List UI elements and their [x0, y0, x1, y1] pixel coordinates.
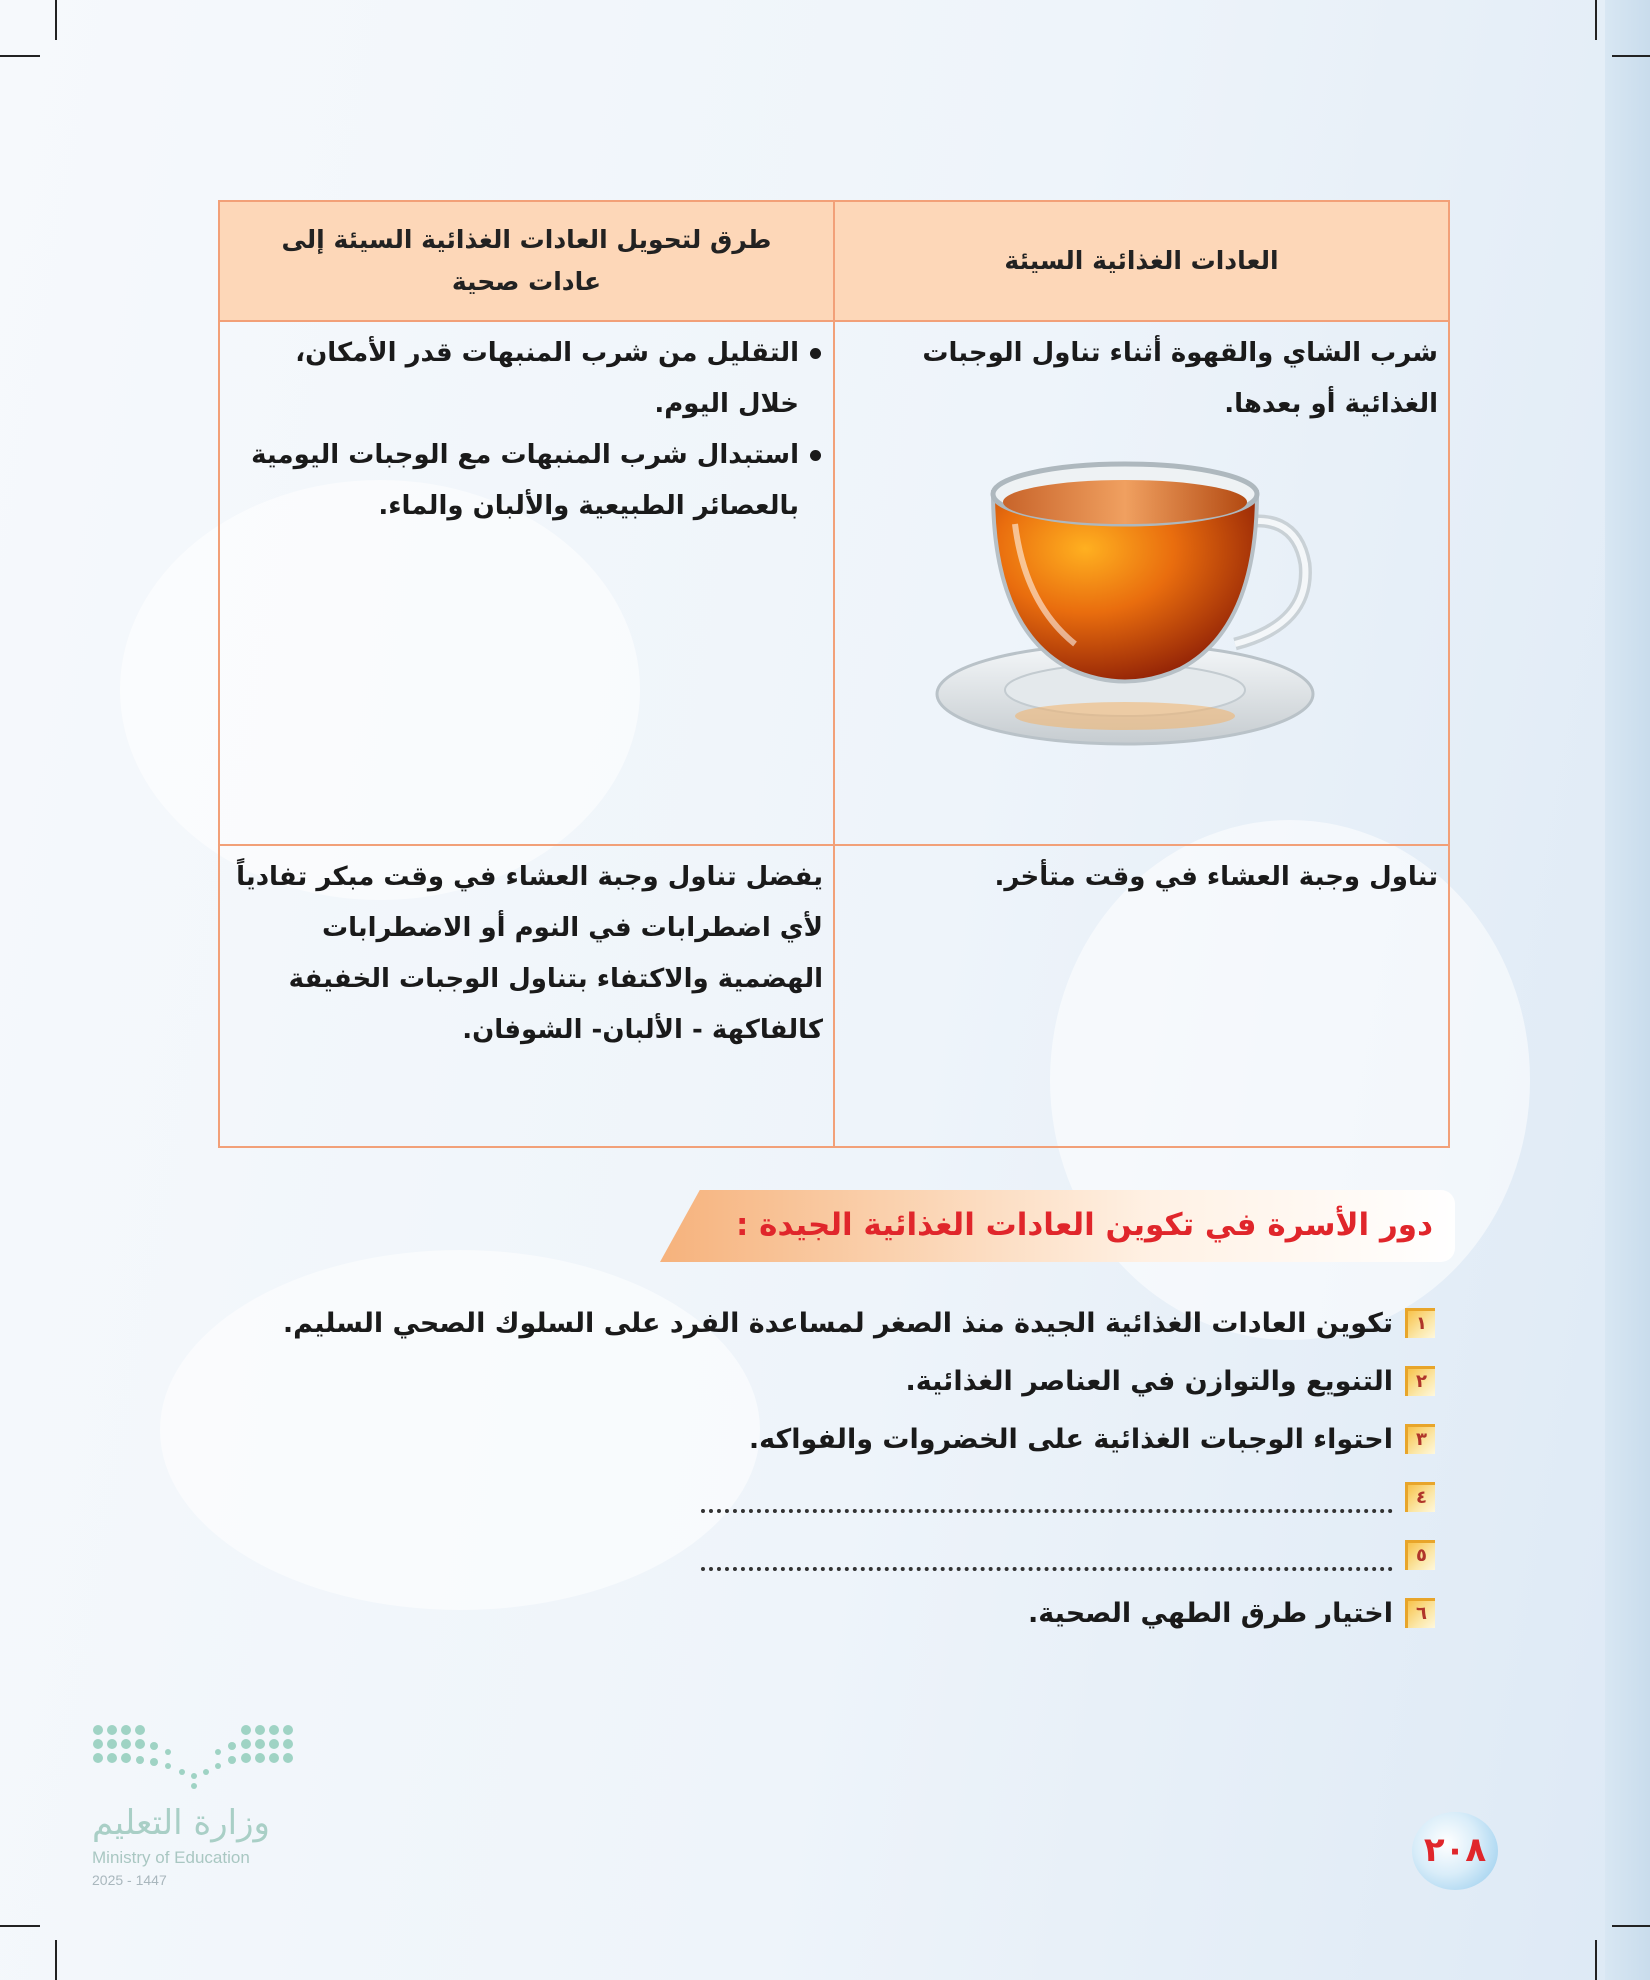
list-item: [235, 1352, 1435, 1410]
list-item: استبدال شرب المنبهات مع الوجبات اليومية بالعصائر الطبيعية والألبان والماء.: [236, 430, 823, 532]
healthy-ways-list: [220, 322, 833, 532]
list-item: [235, 1526, 1435, 1584]
tea-cup-icon: [935, 454, 1335, 774]
table-row: [219, 845, 1449, 1147]
item-text: تكوين العادات الغذائية الجيدة منذ الصغر لمساعدة الفرد على السلوك الصحي السليم.: [282, 1307, 1393, 1339]
crop-mark: [55, 0, 57, 40]
header-healthy-ways: [219, 201, 834, 321]
bad-habit-cell: [834, 321, 1449, 845]
table-row: [219, 321, 1449, 845]
item-number: ٥: [1405, 1540, 1435, 1570]
ministry-name-english: Ministry of Education: [92, 1848, 250, 1867]
list-item: [235, 1410, 1435, 1468]
crop-mark: [55, 1940, 57, 1980]
bad-habit-text: شرب الشاي والقهوة أثناء تناول الوجبات الغذائية أو بعدها.: [922, 338, 1438, 419]
item-number: ٣: [1405, 1424, 1435, 1454]
ministry-logo-icon: [90, 1720, 300, 1800]
crop-mark: [0, 1925, 40, 1927]
list-item: التقليل من شرب المنبهات قدر الأمكان، خلال اليوم.: [236, 328, 823, 430]
ministry-name-arabic: وزارة التعليم: [92, 1803, 270, 1843]
list-item: [235, 1294, 1435, 1352]
item-text: احتواء الوجبات الغذائية على الخضروات والفواكه.: [748, 1423, 1393, 1455]
eating-habits-table: [218, 200, 1450, 1148]
healthy-ways-text: يفضل تناول وجبة العشاء في وقت مبكر تفادياً لأي اضطرابات في النوم أو الاضطرابات الهضمية والاكتفاء بتناول الوجبات الخفيفة كالفاكهة - الألبان- الشوفان.: [236, 862, 823, 1045]
item-text: التنويع والتوازن في العناصر الغذائية.: [905, 1365, 1393, 1397]
item-number: ٦: [1405, 1598, 1435, 1628]
header-bad-habits: [834, 201, 1449, 321]
bad-habit-text: تناول وجبة العشاء في وقت متأخر.: [994, 862, 1438, 892]
item-number: ١: [1405, 1308, 1435, 1338]
answer-blank-line[interactable]: [701, 1539, 1393, 1571]
item-number: ٢: [1405, 1366, 1435, 1396]
ministry-year: 2025 - 1447: [92, 1872, 167, 1888]
healthy-ways-cell: [219, 845, 834, 1147]
crop-mark: [1595, 1940, 1597, 1980]
crop-mark: [0, 55, 40, 57]
page-edge: [1605, 0, 1650, 1980]
healthy-ways-cell: [219, 321, 834, 845]
list-item: [235, 1584, 1435, 1642]
bad-habit-cell: [834, 845, 1449, 1147]
family-role-list: [235, 1294, 1435, 1642]
crop-mark: [1595, 0, 1597, 40]
header-healthy-ways-line1: طرق لتحويل العادات الغذائية السيئة إلى: [281, 225, 772, 254]
page-number: ٢٠٨: [1423, 1830, 1487, 1870]
header-bad-habits-label: العادات الغذائية السيئة: [1004, 246, 1279, 275]
answer-blank-line[interactable]: [701, 1481, 1393, 1513]
page-number-badge: [1412, 1812, 1498, 1890]
section-banner: [660, 1190, 1455, 1262]
header-healthy-ways-line2: عادات صحية: [451, 267, 602, 296]
crop-mark: [1612, 55, 1650, 57]
item-text: اختيار طرق الطهي الصحية.: [1028, 1597, 1393, 1629]
list-item: [235, 1468, 1435, 1526]
section-title: دور الأسرة في تكوين العادات الغذائية الجيدة :: [735, 1207, 1433, 1243]
crop-mark: [1612, 1925, 1650, 1927]
item-number: ٤: [1405, 1482, 1435, 1512]
table-header-row: [219, 201, 1449, 321]
